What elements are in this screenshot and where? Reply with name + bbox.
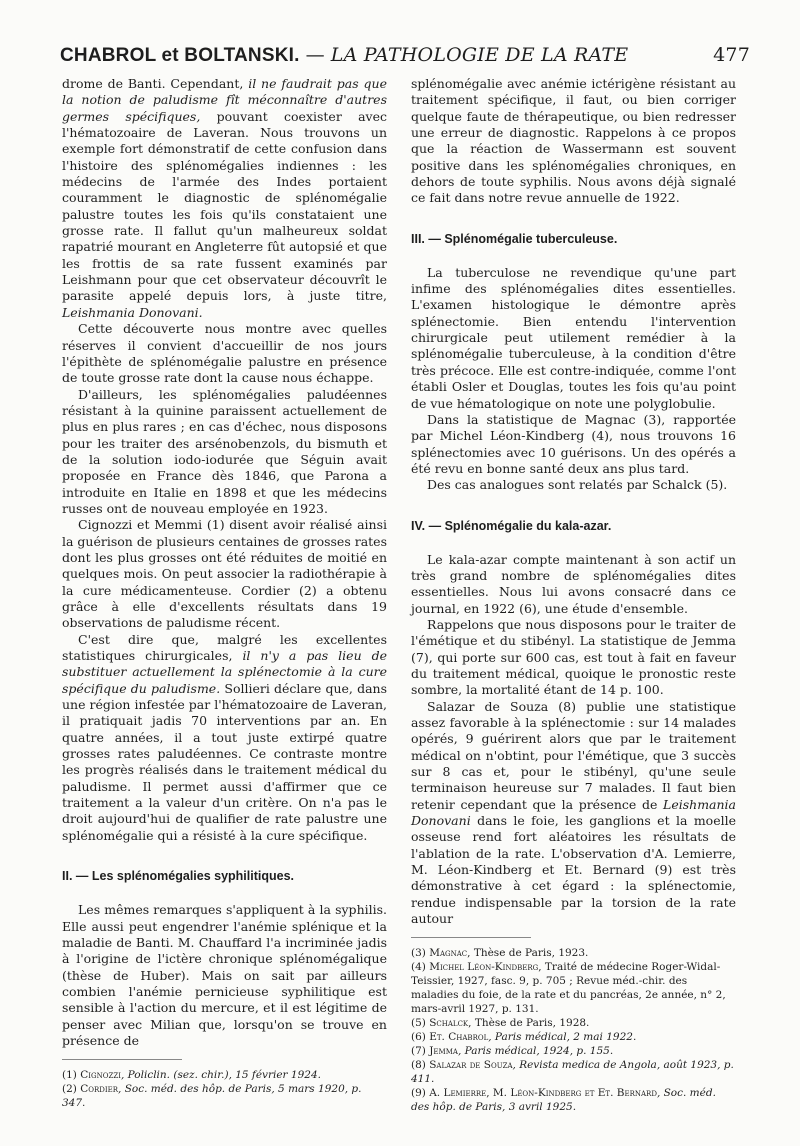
paragraph: D'ailleurs, les splénomégalies paludéennes résistant à la quinine paraissent actuellement de plus en plus rares ; en cas d'échec, nous disposons pour les traiter des arsénobenzols, du bismuth et de la solution iodo-iodurée que Séguin avait proposée en France dès 1846, que Parona a introduite en Italie en 1898 et que les médecins russes ont de nouveau employée en 1923.: [62, 386, 387, 516]
footnote-text: , Paris médical, 2 mai 1922.: [488, 1031, 637, 1044]
footnote-author: Cignozzi: [80, 1069, 121, 1082]
footnote-number: (6): [411, 1031, 430, 1044]
text-run: Salazar de Souza (8) publie une statistique assez favorable à la splénectomie : sur 14 malades opérés, 9 guérirent alors que par le traitement médical on n'obtint, pour l'émétique, que 3 succès sur 8 cas et, pour le stibényl, qu'une seule terminaison heureuse sur 7 malades. Il faut bien retenir cependant que la présence de: [411, 698, 736, 812]
footnote-text: , Policlin. (sez. chir.), 15 février 1924.: [120, 1069, 321, 1082]
footnote-text: , Soc. méd. des hôp. de Paris, 5 mars 1920, p. 347.: [62, 1083, 362, 1110]
footnote: [62, 1068, 387, 1082]
italic-run: il n'y a pas lieu de substituer actuellement la splénectomie à la cure spécifique du paludisme.: [62, 648, 387, 696]
footnote-number: (9): [411, 1087, 430, 1100]
right-column: [411, 76, 736, 1114]
footnote: [411, 960, 736, 1016]
header-title: LA PATHOLOGIE DE LA RATE: [330, 44, 629, 66]
footnote-author: Schalck: [429, 1017, 469, 1030]
italic-run: il ne faudrait pas que la notion de paludisme fît méconnaître d'autres germes spécifiques,: [62, 76, 387, 124]
footnote: [411, 1058, 736, 1086]
footnote-author: Michel Léon-Kindberg: [429, 961, 539, 974]
footnote-number: (2): [62, 1083, 81, 1096]
footnote: [411, 1016, 736, 1030]
paragraph: [62, 76, 387, 321]
footnote-number: (7): [411, 1045, 430, 1058]
text-run: C'est dire que, malgré les excellentes statistiques chirurgicales,: [62, 631, 387, 664]
text-run: pouvant coexister avec l'hématozoaire de Laveran. Nous trouvons un exemple fort démonstratif de cette confusion dans l'histoire des splénomégalies indiennes : les médecins de l'armée des Indes portaient couramment le diagnostic de splénomégalie palustre toutes les fois qu'ils constataient une grosse rate. Il fallut qu'un malheureux soldat rapatrié mourant en Angleterre fût autopsié et que les frottis de sa rate fussent examinés par Leishmann pour que cet observateur découvrît le parasite appelé depuis lors, à juste titre,: [62, 108, 387, 304]
paragraph: splénomégalie avec anémie ictérigène résistant au traitement spécifique, il faut, ou bien corriger quelque faute de thérapeutique, ou bien redresser une erreur de diagnostic. Rappelons à ce propos que la réaction de Wassermann est souvent positive dans les splénomégalies chroniques, en dehors de toute syphilis. Nous avons déjà signalé ce fait dans notre revue annuelle de 1922.: [411, 76, 736, 206]
section-heading-tuberculose: III. — Splénomégalie tuberculeuse.: [411, 231, 618, 246]
footnotes-left: [62, 1068, 387, 1110]
footnote: [411, 1030, 736, 1044]
text-run: drome de Banti. Cependant,: [62, 76, 249, 91]
paragraph: Les mêmes remarques s'appliquent à la syphilis. Elle aussi peut engendrer l'anémie splénique et la maladie de Banti. M. Chauffard l'a incriminée jadis à l'origine de l'ictère chronique splénomégalique (thèse de Huber). Mais on sait par ailleurs combien l'anémie pernicieuse syphilitique est sensible à l'action du mercure, et il est légitime de penser avec Milian que, lorsqu'on se trouve en présence de: [62, 902, 387, 1048]
footnote-number: (8): [411, 1059, 430, 1072]
footnote: [411, 1044, 736, 1058]
paragraph: La tuberculose ne revendique qu'une part infime des splénomégalies dites essentielles. L'examen histologique le démontre après splénectomie. Bien entendu l'intervention chirurgicale peut utilement remédier à la splénomégalie tuberculeuse, à la condition d'être très précoce. Elle est contre-indiquée, comme l'ont établi Osler et Douglas, toutes les fois qu'au point de vue hématologique on note une polyglobulie.: [411, 264, 736, 411]
footnote-author: Jemma: [429, 1045, 458, 1058]
left-column: [62, 76, 387, 1110]
section-heading-kala-azar: IV. — Splénomégalie du kala-azar.: [411, 518, 612, 533]
footnote-rule: [411, 937, 531, 938]
footnote-text: , Traité de médecine Roger-Widal-Teissier, 1927, fasc. 9, p. 705 ; Revue méd.-chir. des maladies du foie, de la rate et du pancréas, 2e année, n° 2, mars-avril 1927, p. 131.: [411, 961, 726, 1016]
footnote-author: Cordier: [80, 1083, 119, 1096]
footnote-author: Et. Chabrol: [429, 1031, 489, 1044]
text-run: dans le foie, les ganglions et la moelle osseuse rend fort aléatoires les résultats de l'ablation de la rate. L'observation d'A. Lemierre, M. Léon-Kindberg et Et. Bernard (9) est très démonstrative à cet égard : la splénectomie, rendue indispensable par la torsion de la rate autour: [411, 813, 736, 927]
running-header: [60, 44, 750, 67]
footnote-text: , Revista medica de Angola, août 1923, p. 411.: [411, 1059, 734, 1086]
italic-run: Leishmania Donovani.: [62, 304, 203, 320]
paragraph: [411, 699, 736, 928]
footnote-rule: [62, 1059, 182, 1060]
footnote-author: Salazar de Souza: [429, 1059, 513, 1072]
header-dash: —: [305, 44, 325, 66]
footnote-author: A. Lemierre, M. Léon-Kindberg et Et. Bernard: [429, 1087, 657, 1100]
header-authors: CHABROL et BOLTANSKI.: [60, 45, 300, 66]
page-number: 477: [713, 44, 750, 66]
paragraph: Cignozzi et Memmi (1) disent avoir réalisé ainsi la guérison de plusieurs centaines de grosses rates dont les plus grosses ont été réduites de moitié en quelques mois. On peut associer la radiothérapie à la cure médicamenteuse. Cordier (2) a obtenu grâce à elle d'excellents résultats dans 19 observations de paludisme récent.: [62, 517, 387, 631]
footnote: [411, 946, 736, 960]
footnote: [411, 1086, 736, 1114]
footnote-text: , Thèse de Paris, 1923.: [467, 947, 589, 960]
footnotes-right: [411, 946, 736, 1114]
paragraph: Le kala-azar compte maintenant à son actif un très grand nombre de splénomégalies dites essentielles. Nous lui avons consacré dans ce journal, en 1922 (6), une étude d'ensemble.: [411, 551, 736, 616]
section-heading-syphilis: II. — Les splénomégalies syphilitiques.: [62, 869, 295, 884]
footnote-author: Magnac: [429, 947, 468, 960]
footnote: [62, 1082, 387, 1110]
footnote-number: (1): [62, 1069, 81, 1082]
paragraph: Dans la statistique de Magnac (3), rapportée par Michel Léon-Kindberg (4), nous trouvons 16 splénectomies avec 10 guérisons. Un des opérés a été revu en bonne santé deux ans plus tard.: [411, 411, 736, 476]
footnote-number: (5): [411, 1017, 430, 1030]
paragraph: Des cas analogues sont relatés par Schalck (5).: [427, 477, 728, 493]
paragraph: Cette découverte nous montre avec quelles réserves il convient d'accueillir de nos jours l'épithète de splénomégalie palustre en présence de toute grosse rate dont la cause nous échappe.: [62, 321, 387, 386]
footnote-text: , Paris médical, 1924, p. 155.: [457, 1045, 614, 1058]
footnote-number: (3): [411, 947, 430, 960]
footnote-text: , Thèse de Paris, 1928.: [468, 1017, 590, 1030]
text-run: Sollieri déclare que, dans une région infestée par l'hématozoaire de Laveran, il pratiquait jadis 70 interventions par an. En quatre années, il a tout juste extirpé quatre grosses rates paludéennes. Ce contraste montre les progrès réalisés dans le traitement médical du paludisme. Il permet aussi d'affirmer que ce traitement a la valeur d'un critère. On n'a pas le droit aujourd'hui de qualifier de rate palustre une splénomégalie qui a résisté à la cure spécifique.: [62, 680, 387, 843]
italic-run: Leishmania Donovani: [411, 796, 736, 829]
footnote-number: (4): [411, 961, 430, 974]
paragraph: [62, 632, 387, 844]
footnote-text: , Soc. méd. des hôp. de Paris, 3 avril 1925.: [411, 1087, 716, 1114]
paragraph: Rappelons que nous disposons pour le traiter de l'émétique et du stibényl. La statistique de Jemma (7), qui porte sur 600 cas, est tout à fait en faveur du traitement médical, quoique le pronostic reste sombre, la mortalité étant de 14 p. 100.: [411, 616, 736, 698]
